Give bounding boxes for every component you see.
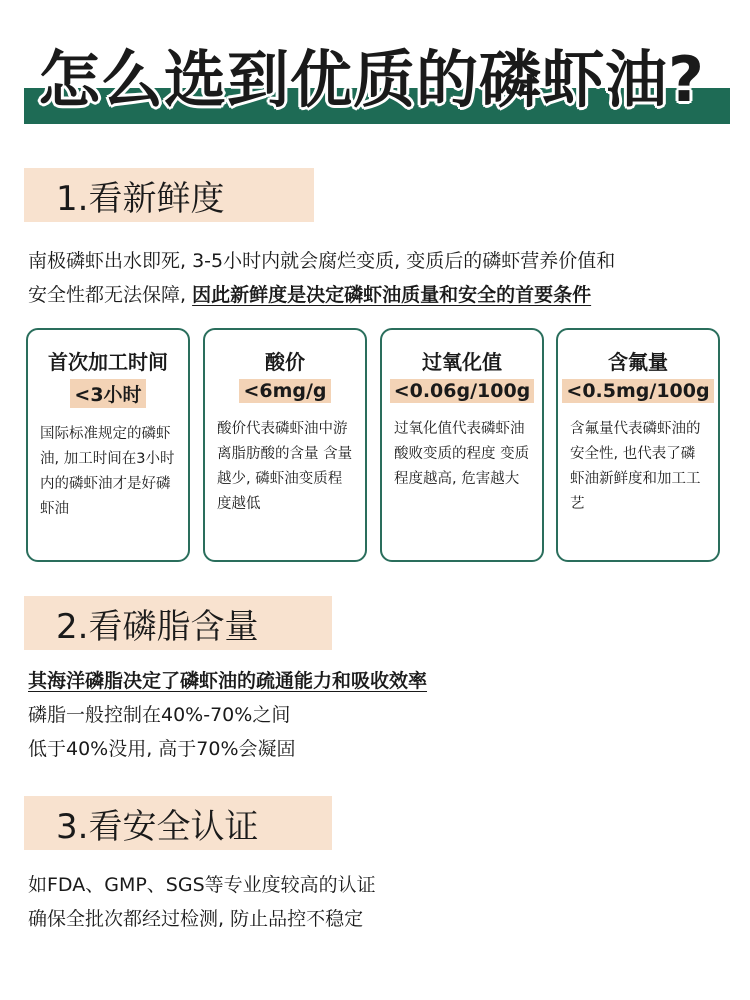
card-description: 国际标准规定的磷虾油, 加工时间在3小时内的磷虾油才是好磷虾油: [40, 426, 175, 517]
section-1-label-text: 1.看新鲜度: [56, 178, 225, 219]
card-peroxide-value: [380, 328, 544, 562]
section-1-line-2: [28, 278, 615, 312]
card-title: 酸价: [265, 350, 305, 374]
page-title: 怎么选到优质的磷虾油?: [38, 43, 705, 116]
section-1-label: [24, 168, 314, 222]
section-1-line-2-emphasis: 因此新鲜度是决定磷虾油质量和安全的首要条件: [192, 284, 592, 306]
card-value: <3小时: [70, 379, 145, 408]
card-description: 含氟量代表磷虾油的安全性, 也代表了磷虾油新鲜度和加工工艺: [570, 421, 701, 512]
card-description: 酸价代表磷虾油中游离脂肪酸的含量 含量越少, 磷虾油变质程度越低: [217, 421, 353, 512]
section-2-line-2: 磷脂一般控制在40%-70%之间: [28, 704, 291, 726]
card-processing-time: [26, 328, 190, 562]
card-value: <0.06g/100g: [390, 379, 535, 403]
card-title: 过氧化值: [422, 350, 502, 374]
card-value: <0.5mg/100g: [562, 379, 713, 403]
section-3-line-1: 如FDA、GMP、SGS等专业度较高的认证: [28, 874, 376, 896]
card-title: 含氟量: [608, 350, 668, 374]
card-acid-value: [203, 328, 367, 562]
section-3-text: [28, 868, 376, 936]
section-3-label-text: 3.看安全认证: [56, 806, 259, 847]
card-title: 首次加工时间: [48, 350, 168, 374]
section-3-label: [24, 796, 332, 850]
section-1-text: [28, 244, 615, 312]
section-3-line-2: 确保全批次都经过检测, 防止品控不稳定: [28, 908, 364, 930]
section-2-text: [28, 664, 427, 766]
section-1-line-1: 南极磷虾出水即死, 3-5小时内就会腐烂变质, 变质后的磷虾营养价值和: [28, 250, 616, 272]
section-1-line-2-plain: 安全性都无法保障,: [28, 284, 187, 306]
card-value: <6mg/g: [239, 379, 330, 403]
section-2-label-text: 2.看磷脂含量: [56, 606, 259, 647]
section-2-line-3: 低于40%没用, 高于70%会凝固: [28, 738, 296, 760]
card-description: 过氧化值代表磷虾油酸败变质的程度 变质程度越高, 危害越大: [394, 421, 530, 487]
section-2-line-1: 其海洋磷脂决定了磷虾油的疏通能力和吸收效率: [28, 670, 428, 692]
section-2-label: [24, 596, 332, 650]
card-fluorine-content: [556, 328, 720, 562]
